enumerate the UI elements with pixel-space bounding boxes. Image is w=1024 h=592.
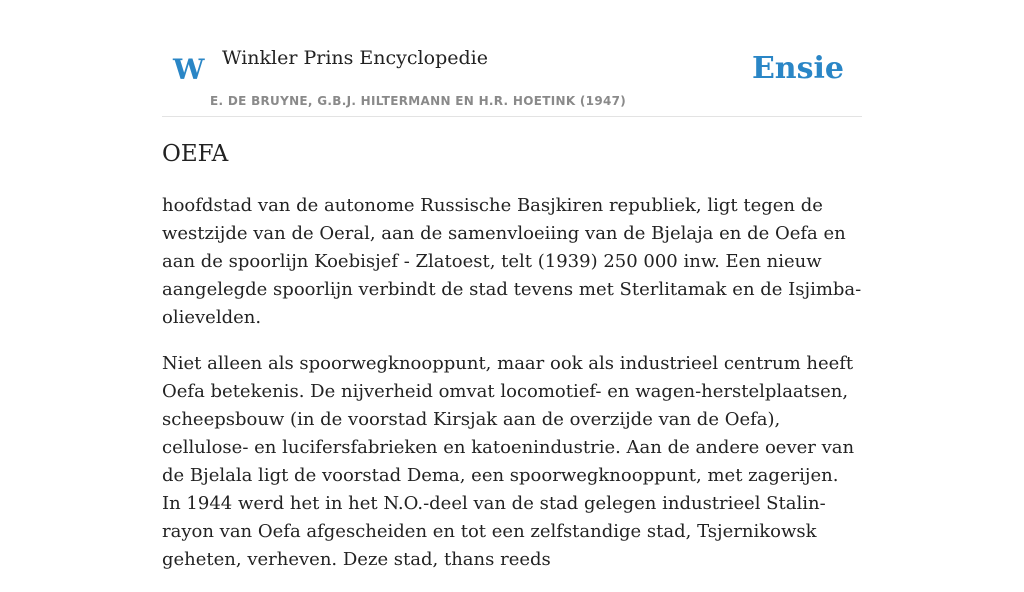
authors-line: E. DE BRUYNE, G.B.J. HILTERMANN EN H.R. HOETINK (1947) [210, 94, 627, 108]
ensie-logo-link[interactable]: Ensie [751, 51, 844, 86]
site-header [162, 0, 862, 117]
winkler-prins-logo[interactable]: W [173, 53, 205, 86]
entry-paragraph: hoofdstad van de autonome Russische Basjkiren republiek, ligt tegen de westzijde van de Oeral, aan de samenvloeiing van de Bjelaja en de Oefa en aan de spoorlijn Koebisjef - Zlatoest, telt (1939) 250 000 inw. Een nieuw aangelegde spoorlijn verbindt de stad tevens met Sterlitamak en de Isjimba-olievelden. [162, 195, 862, 328]
content-container [162, 0, 862, 570]
entry-body [162, 192, 862, 592]
site-title-link[interactable]: Winkler Prins Encyclopedie [222, 47, 488, 69]
entry-paragraph: Niet alleen als spoorwegknooppunt, maar ook als industrieel centrum heeft Oefa betekenis. De nijverheid omvat locomotief- en wagen-herstelplaatsen, scheepsbouw (in de voorstad Kirsjak aan de overzijde van de Oefa), cellulose- en lucifersfabrieken en katoenindustrie. Aan de andere oever van de Bjelala ligt de voorstad Dema, een spoorwegknooppunt, met zagerijen. In 1944 werd het in het N.O.-deel van de stad gelegen industrieel Stalin-rayon van Oefa afgescheiden en tot een zelfstandige stad, Tsjernikowsk geheten, verheven. Deze stad, thans reeds [162, 353, 855, 570]
entry-title: OEFA [162, 141, 229, 167]
